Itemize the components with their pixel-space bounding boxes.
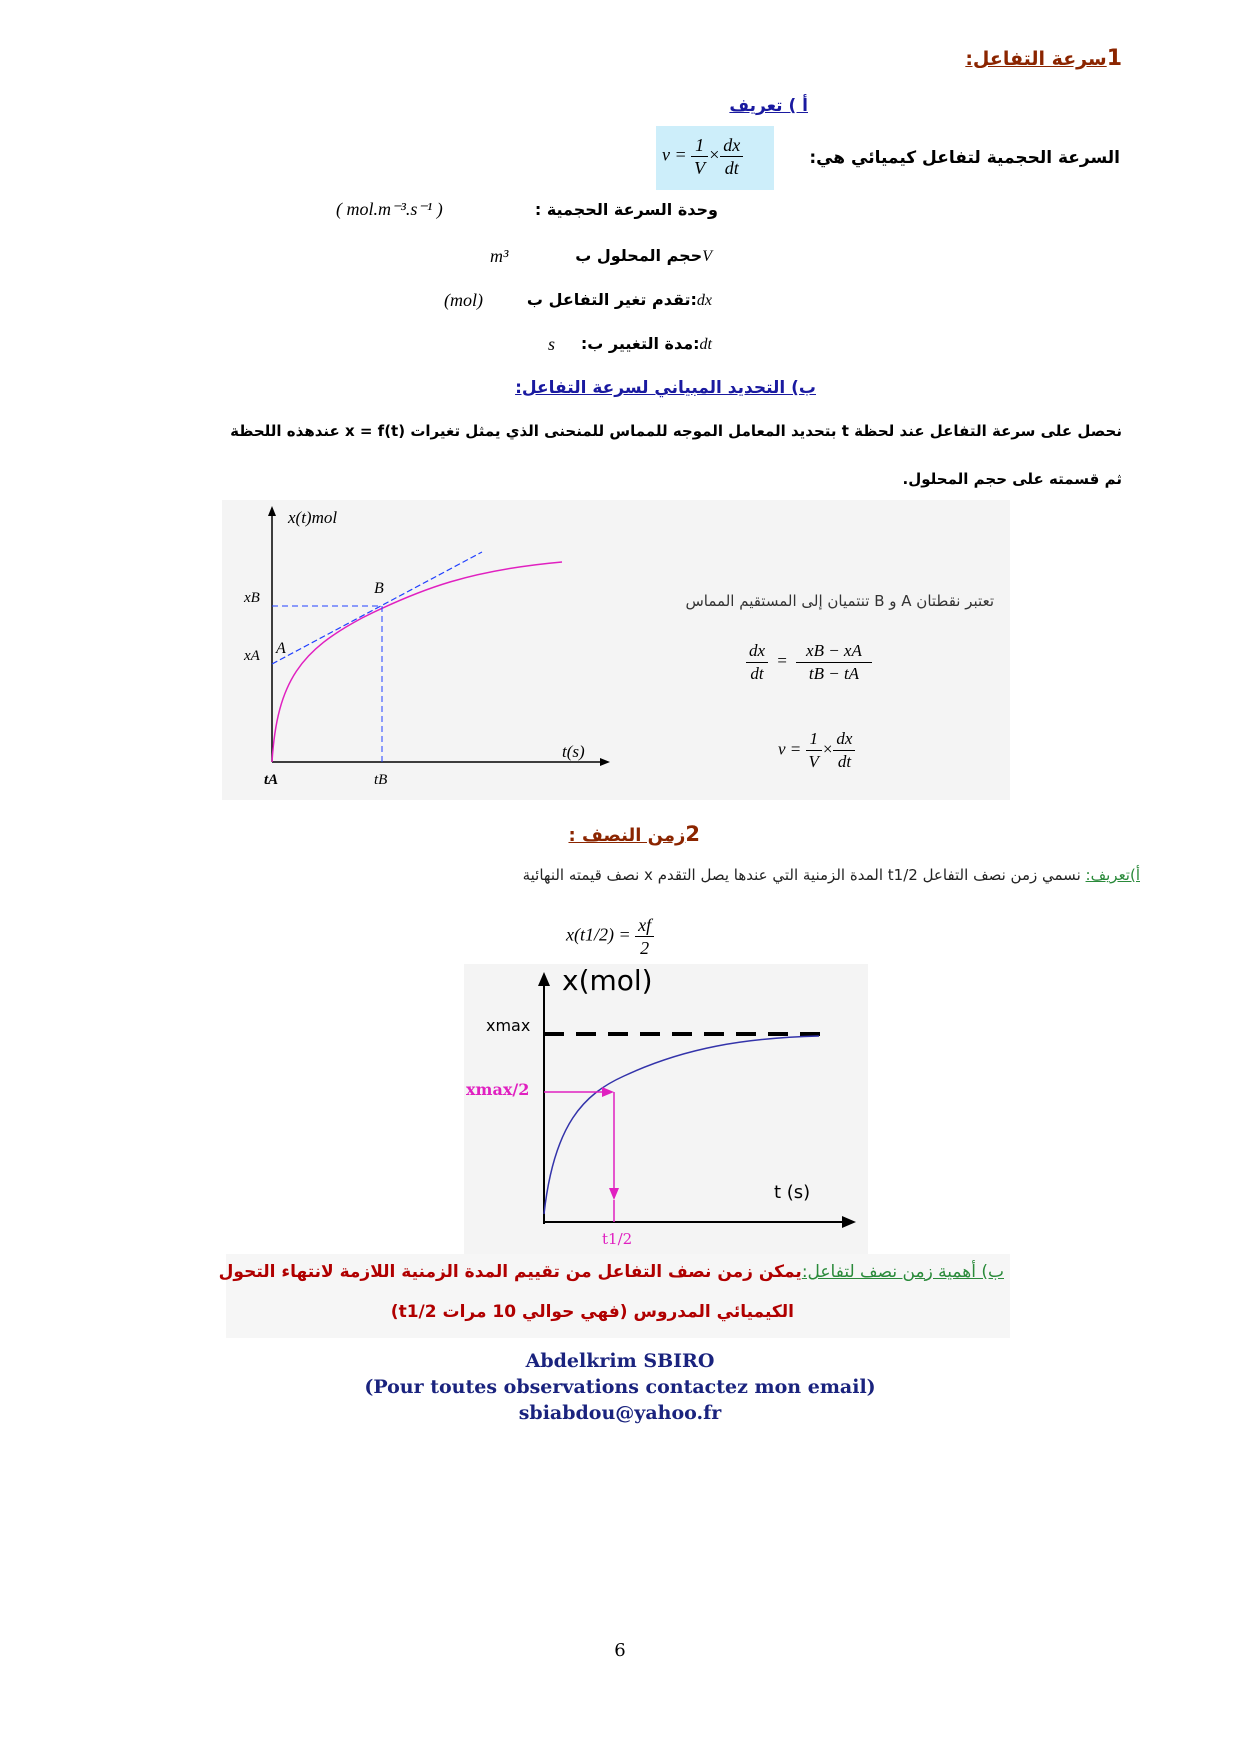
fig1-y-label: x(t)mol: [288, 508, 338, 527]
y-axis-arrow-icon: [538, 972, 550, 986]
advance-curve: [272, 562, 562, 762]
definition-text: السرعة الحجمية لتفاعل كيميائي هي:: [809, 148, 1120, 168]
unit-value: ( mol.m⁻³.s⁻¹ ): [336, 199, 443, 219]
formula-lhs: v =: [662, 144, 687, 165]
duration-text: :مدة التغيير ب:: [580, 334, 700, 353]
fig2-t-half-label: t1/2: [602, 1230, 633, 1248]
fig1-tB-label: tB: [374, 772, 388, 788]
volume-label: [575, 246, 712, 266]
section-1-title: [965, 46, 1122, 71]
advance-label: [527, 290, 712, 310]
half-life-graph: [464, 964, 868, 1254]
volume-var: V: [702, 248, 712, 265]
volumetric-rate-formula: [656, 126, 774, 190]
section-2-title: [568, 822, 700, 846]
section-1-title-text: سرعة التفاعل:: [965, 48, 1107, 70]
graph-heading: ب) التحديد المبياني لسرعة التفاعل:: [515, 378, 816, 398]
half-life-figure: [464, 964, 868, 1254]
fig1-v-formula: [778, 728, 855, 773]
fig1-v-lhs: v =: [778, 739, 802, 759]
half-life-def-prefix: أ)تعريف:: [1085, 866, 1140, 884]
formula-den2: dt: [724, 158, 739, 178]
unit-label: وحدة السرعة الحجمية :: [534, 200, 718, 219]
formula-num2: dx: [720, 134, 743, 157]
arrow-right-icon: [602, 1087, 614, 1097]
definition-heading: أ ) تعريف: [729, 96, 808, 116]
fig1-xB-label: xB: [244, 590, 260, 606]
section-2-number: 2: [685, 822, 700, 846]
graph-text-1: نحصل على سرعة التفاعل عند لحظة t بتحديد المعامل الموجه للمماس للمنحنى الذي يمثل تغيرات x = f(t) عندهذه اللحظة: [230, 422, 1122, 440]
point-A-label: A: [276, 640, 286, 657]
contact-note: (Pour toutes observations contactez mon email): [364, 1376, 876, 1398]
slope-formula: $\frac{dx}{dt}$ = $\frac{xB - xA}{tB - tA}$: [746, 640, 872, 685]
half-life-formula: [566, 914, 654, 959]
formula-den1: V: [694, 158, 706, 178]
fig1-caption: تعتبر نقطتان A و B تنتميان إلى المستقيم المماس: [685, 592, 994, 610]
arrow-down-icon: [609, 1188, 619, 1200]
half-life-def-text: نسمي زمن نصف التفاعل t1/2 المدة الزمنية التي عندها يصل التقدم x نصف قيمته النهائية: [522, 866, 1081, 884]
volume-unit: m³: [490, 246, 509, 266]
slope-rhs-num: xB − xA: [796, 640, 872, 663]
fig2-y-label: x(mol): [562, 964, 653, 997]
section-2-title-text: زمن النصف :: [568, 825, 686, 846]
x-axis-arrow-icon: [842, 1216, 856, 1228]
author-name: Abdelkrim SBIRO: [525, 1350, 715, 1372]
advance-var: dx: [696, 292, 712, 309]
half-life-formula-lhs: x(t1/2) =: [566, 924, 631, 945]
fig1-v-den1: V: [808, 752, 819, 771]
tangent-line: [272, 552, 482, 664]
graph-text-2: ثم قسمته على حجم المحلول.: [902, 470, 1122, 488]
duration-unit: s: [548, 334, 556, 354]
fig1-v-num1: 1: [806, 728, 822, 751]
importance-text-2: الكيميائي المدروس (فهي حوالي 10 مرات t1/2): [390, 1302, 794, 1322]
fig2-x-label: t (s): [774, 1182, 811, 1203]
slope-lhs-den: dt: [750, 664, 764, 683]
fig1-v-den2: dt: [837, 752, 852, 771]
half-life-formula-den: 2: [640, 938, 650, 958]
fig1-xA-label: xA: [244, 648, 260, 664]
slope-lhs-num: dx: [746, 640, 768, 663]
tangent-figure: [222, 500, 1010, 800]
fig1-tA-label: tA: [264, 772, 279, 788]
importance-box: [218, 1254, 1010, 1338]
advance-unit: (mol): [444, 290, 483, 310]
fig1-v-num2: dx: [833, 728, 855, 751]
half-life-formula-num: xf: [635, 914, 654, 937]
volume-text: حجم المحلول ب: [575, 246, 703, 265]
duration-label: [581, 334, 712, 354]
fig1-x-label: t(s): [562, 742, 585, 761]
duration-var: dt: [699, 336, 712, 353]
fig2-half-label: xmax/2: [466, 1080, 530, 1099]
fig2-xmax-label: xmax: [486, 1016, 531, 1035]
slope-rhs-den: tB − tA: [808, 664, 860, 683]
point-B-label: B: [374, 580, 384, 597]
importance-text-1: يمكن زمن نصف التفاعل من تقييم المدة الزمنية اللازمة لانتهاء التحول: [218, 1262, 802, 1282]
formula-num1: 1: [691, 134, 708, 157]
tangent-graph: [222, 500, 1010, 800]
advance-text: :تقدم تغير التفاعل ب: [526, 290, 697, 309]
fig1-v-times: ×: [821, 739, 834, 759]
y-axis-arrow-icon: [268, 506, 276, 516]
page-number: 6: [614, 1640, 626, 1661]
email-link[interactable]: sbiabdou@yahoo.fr: [518, 1402, 722, 1424]
half-life-definition: [523, 866, 1140, 884]
x-axis-arrow-icon: [600, 758, 610, 766]
formula-times: ×: [708, 144, 721, 165]
section-1-number: 1: [1106, 46, 1122, 71]
importance-prefix: ب) أهمية زمن نصف لتفاعل:: [801, 1262, 1004, 1282]
